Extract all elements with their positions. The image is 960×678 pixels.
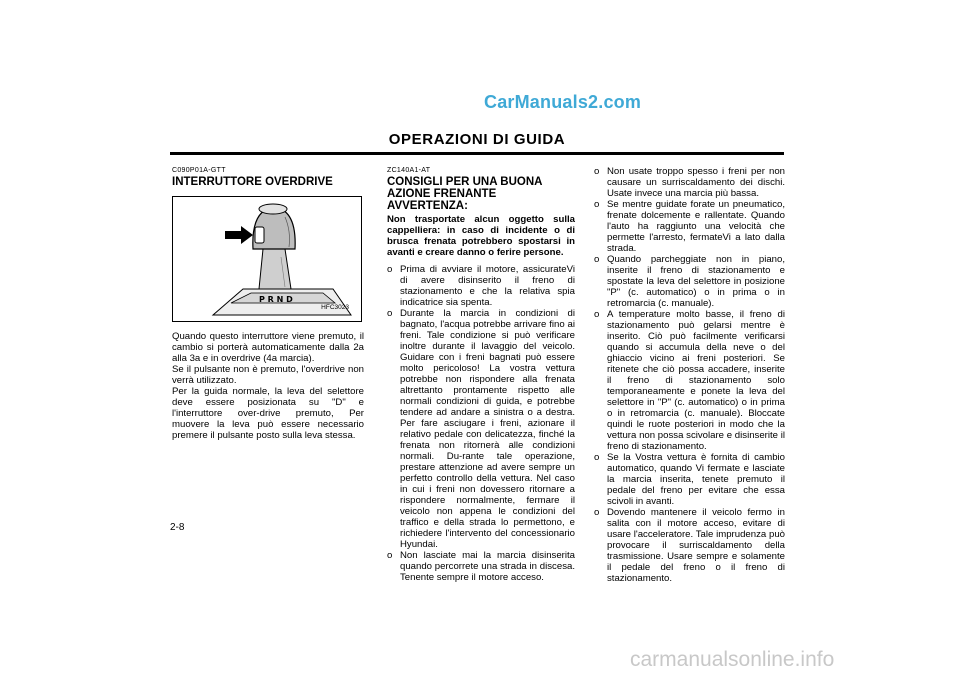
section-heading: INTERRUTTORE OVERDRIVE — [172, 176, 333, 188]
body-paragraph: Se il pulsante non è premuto, l'overdrive non verrà utilizzato. — [172, 364, 364, 386]
body-paragraph: Quando questo interruttore viene premuto, il cambio si porterà automaticamente dalla 2a alla 3a e in overdrive (4a marcia). — [172, 331, 364, 364]
list-item-text: Prima di avviare il motore, assicurateVi di avere disinserito il freno di stazionamento e che la relativa spia indicatrice sia spenta. — [400, 264, 575, 308]
list-item — [594, 166, 785, 199]
list-item — [387, 264, 575, 308]
list-item — [594, 309, 785, 452]
page-number: 2-8 — [170, 522, 185, 533]
figure-label: HFC3023 — [321, 304, 349, 311]
list-item-text: Quando parcheggiate non in piano, inserite il freno di stazionamento e spostate la leva del selettore in posizione "P" (c. automatico) o in prima o in retromarcia (c. manuale). — [607, 254, 785, 309]
section-code: C090P01A-GTT — [172, 167, 226, 174]
bullet-marker: o — [387, 264, 393, 275]
column-middle — [387, 166, 575, 583]
bullet-marker: o — [387, 308, 393, 319]
body-paragraph: Per la guida normale, la leva del selettore deve essere posizionata su "D" e l'interruttore over-drive premuto, Per muovere la leva può essere necessario premere il pulsante posto sulla leva stessa. — [172, 386, 364, 441]
gear-shifter-figure — [172, 196, 362, 322]
list-item-text: Se la Vostra vettura è fornita di cambio automatico, quando Vi fermate e lasciate la marcia inserita, tenete premuto il pedale del freno per evitare che essa scivoli in avanti. — [607, 452, 785, 507]
column-left — [172, 166, 364, 441]
bullet-list — [387, 264, 575, 583]
list-item — [594, 452, 785, 507]
list-item — [387, 308, 575, 550]
section-code: ZC140A1-AT — [387, 167, 431, 174]
section-heading: CONSIGLI PER UNA BUONA AZIONE FRENANTE — [387, 176, 543, 200]
list-item-text: Dovendo mantenere il veicolo fermo in salita con il motore acceso, evitare di usare l'acceleratore. Tale imprudenza può provocare il surriscaldamento della trasmissione. Usare sempre e solamente il pedale del freno o il freno di stazionamento. — [607, 507, 785, 584]
svg-text:P R N D: P R N D — [259, 295, 293, 304]
list-item-text: Non lasciate mai la marcia disinserita quando percorrete una strada in discesa. Tenente sempre il motore acceso. — [400, 550, 575, 583]
bullet-marker: o — [594, 507, 600, 518]
watermark-bottom: carmanualsonline.info — [630, 648, 835, 671]
column-right — [594, 166, 785, 584]
bullet-marker: o — [594, 309, 600, 320]
title-rule — [170, 152, 784, 155]
bullet-marker: o — [387, 550, 393, 561]
list-item — [387, 550, 575, 583]
list-item-text: Non usate troppo spesso i freni per non causare un surriscaldamento dei dischi. Usate invece una marcia più bassa. — [607, 166, 785, 199]
list-item — [594, 507, 785, 584]
list-item — [594, 254, 785, 309]
list-item-text: Durante la marcia in condizioni di bagnato, l'acqua potrebbe arrivare fino ai freni. Tale condizione si può verificare inoltre durante il lavaggio del veicolo. Guidare con i freni bagnati può essere molto pericoloso! La vostra vettura potrebbe non rispondere alla frenata altrettanto prontamente rispetto alle normali condizioni di guida, e potrebbe tendere ad andare a sinistra o a destra. Per fare asciugare i freni, azionare il relativo pedale con delicatezza, finché la frenata non ritornerà alle condizioni normali. Du-rante tale operazione, prestare attenzione ad avere sempre un perfetto controllo della vettura. Nel caso in cui i freni non dovessero ritornare a rispondere normalmente, fermare il veicolo non appena le condizioni del traffico e della strada lo permettono, e richiedere l'intervento del concessionario Hyundai. — [400, 308, 575, 550]
bullet-marker: o — [594, 254, 600, 265]
list-item-text: A temperature molto basse, il freno di stazionamento può gelarsi mentre è inserito. Ciò può facilmente verificarsi quando si accumula della neve o del ghiaccio vicino ai freni posteriori. Se ritenete che ciò possa accadere, inserite il freno di stazionamento solo temporaneamente e ponete la leva del selettore in "P" (c. automatico) o in prima o in retromarcia (c. manuale). Bloccate quindi le ruote posteriori in modo che la vettura non possa scivolare e disinserite il freno di stazionamento. — [607, 309, 785, 452]
page-title: OPERAZIONI DI GUIDA — [388, 131, 566, 148]
list-item — [594, 199, 785, 254]
watermark-top: CarManuals2.com — [484, 92, 642, 112]
warning-label: AVVERTENZA: — [387, 200, 468, 212]
warning-text: Non trasportate alcun oggetto sulla cappelliera: in caso di incidente o di brusca frenata potrebbero spostarsi in avanti e creare danno o ferire persone. — [387, 214, 575, 258]
list-item-text: Se mentre guidate forate un pneumatico, frenate dolcemente e rallentate. Quando l'auto ha raggiunto una velocità che permette l'arresto, fermateVi a lato dalla strada. — [607, 199, 785, 254]
bullet-marker: o — [594, 199, 600, 210]
bullet-marker: o — [594, 452, 600, 463]
bullet-marker: o — [594, 166, 600, 177]
bullet-list — [594, 166, 785, 584]
